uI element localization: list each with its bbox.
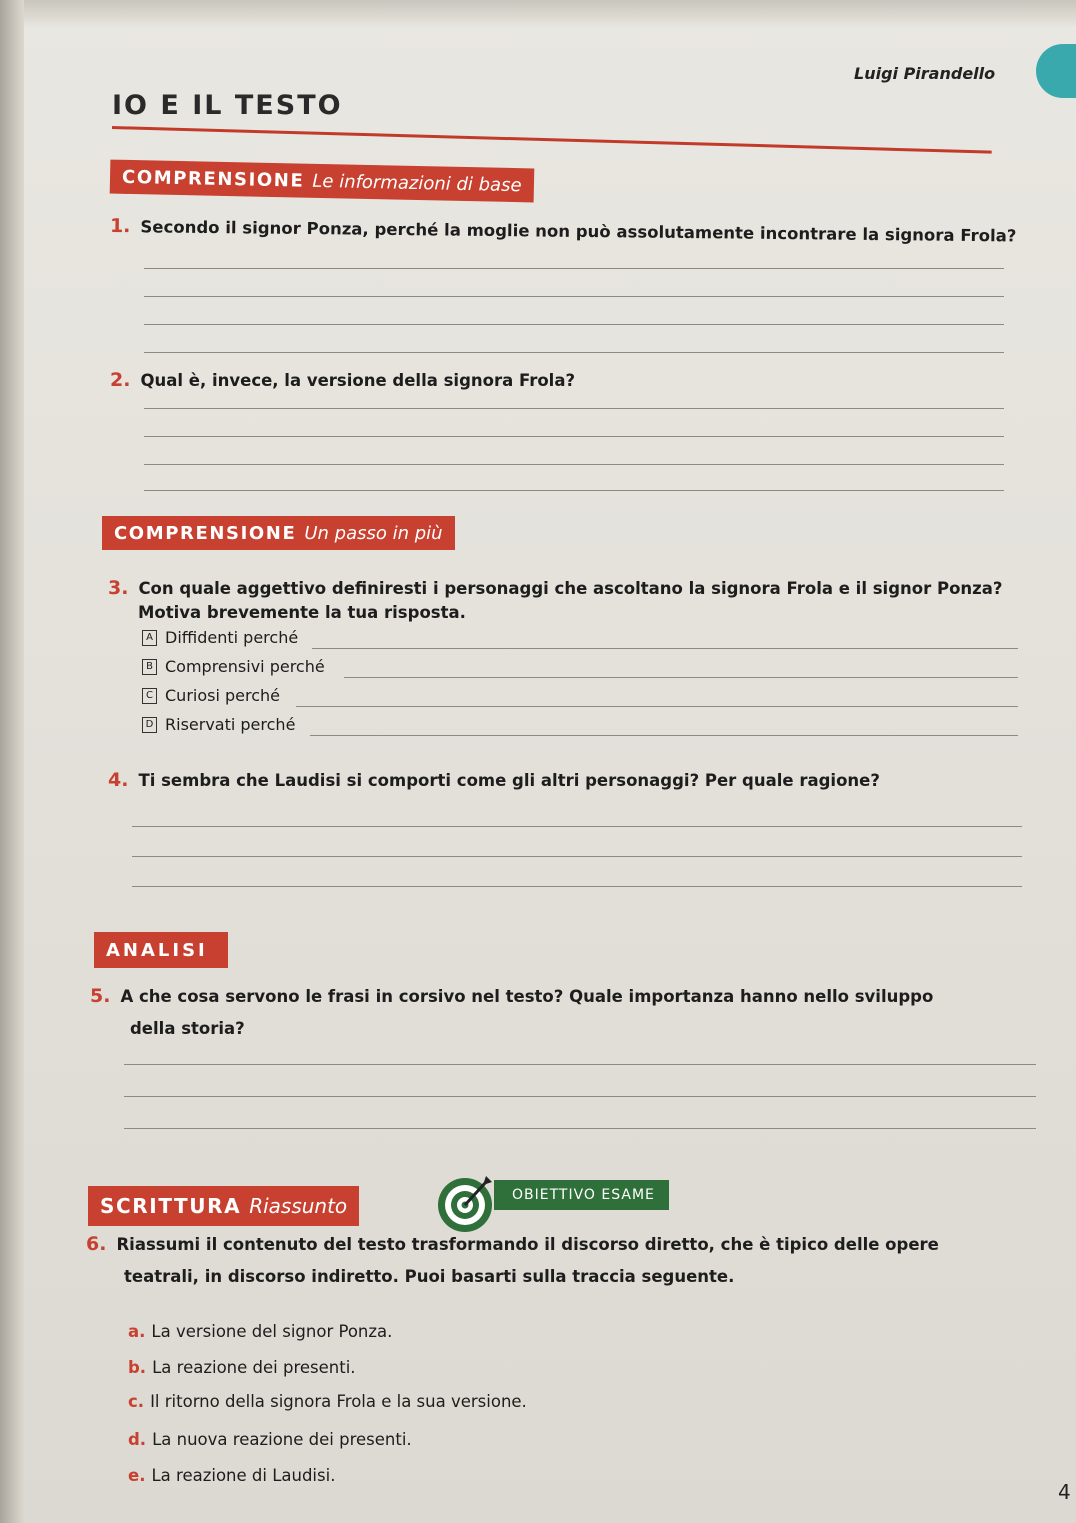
book-spine [0, 0, 24, 1523]
outline-text: La nuova reazione dei presenti. [152, 1430, 412, 1449]
outline-letter: e. [128, 1466, 146, 1485]
outline-letter: a. [128, 1322, 146, 1341]
exam-objective-badge: OBIETTIVO ESAME [494, 1180, 669, 1210]
outline-text: La reazione dei presenti. [152, 1358, 356, 1377]
question-text: Qual è, invece, la versione della signora Frola? [140, 371, 576, 390]
author-name: Luigi Pirandello [854, 64, 996, 83]
answer-line[interactable] [310, 735, 1018, 736]
answer-line[interactable] [124, 1096, 1036, 1097]
question-4 [108, 768, 880, 794]
question-text: A che cosa servono le frasi in corsivo nel testo? Quale importanza hanno nello sviluppo [120, 987, 934, 1006]
outline-letter: c. [128, 1392, 145, 1411]
question-1 [110, 214, 1017, 249]
question-text-line2: Motiva brevemente la tua risposta. [138, 602, 466, 622]
section-label: COMPRENSIONE [121, 166, 305, 192]
question-number: 1. [109, 215, 131, 238]
answer-line[interactable] [296, 706, 1018, 707]
section-band-comprensione-base [110, 160, 534, 203]
answer-line[interactable] [144, 436, 1004, 437]
question-text: Ti sembra che Laudisi si comporti come gli altri personaggi? Per quale ragione? [138, 771, 880, 790]
outline-letter: d. [128, 1430, 147, 1449]
answer-line[interactable] [144, 296, 1004, 297]
option-text: Comprensivi perché [165, 657, 325, 676]
option-key: C [142, 688, 157, 704]
outline-item-e [128, 1466, 335, 1485]
section-band-comprensione-passo [102, 516, 455, 550]
section-label: COMPRENSIONE [114, 522, 297, 544]
question-number: 2. [110, 369, 131, 391]
option-a[interactable] [142, 628, 298, 647]
outline-text: Il ritorno della signora Frola e la sua versione. [150, 1392, 527, 1411]
section-label: ANALISI [106, 939, 208, 961]
answer-line[interactable] [124, 1064, 1036, 1065]
option-c[interactable] [142, 686, 280, 705]
option-d[interactable] [142, 715, 295, 734]
option-key: D [142, 717, 157, 733]
question-text: Riassumi il contenuto del testo trasformando il discorso diretto, che è tipico delle opere [116, 1235, 939, 1254]
question-number: 4. [108, 769, 129, 791]
outline-item-b [128, 1358, 356, 1377]
option-text: Curiosi perché [165, 686, 280, 705]
question-5 [90, 984, 933, 1040]
option-text: Diffidenti perché [165, 628, 299, 647]
section-band-analisi [94, 932, 228, 968]
section-subtitle: Riassunto [249, 1194, 348, 1218]
option-b[interactable] [142, 657, 325, 676]
section-band-scrittura [88, 1186, 359, 1226]
question-text: Con quale aggettivo definiresti i personaggi che ascoltano la signora Frola e il signor Ponza? [138, 579, 1003, 598]
answer-line[interactable] [124, 1128, 1036, 1129]
outline-item-c [128, 1392, 527, 1411]
answer-line[interactable] [144, 464, 1004, 465]
chapter-tab [1036, 44, 1076, 98]
outline-item-d [128, 1430, 412, 1449]
answer-line[interactable] [144, 352, 1004, 353]
outline-letter: b. [128, 1358, 147, 1377]
option-text: Riservati perché [165, 715, 296, 734]
page-shadow [24, 0, 1076, 28]
question-text-line2: della storia? [130, 1018, 245, 1038]
answer-line[interactable] [312, 648, 1018, 649]
answer-line[interactable] [144, 490, 1004, 491]
question-text-line2: teatrali, in discorso indiretto. Puoi basarti sulla traccia seguente. [124, 1266, 735, 1286]
question-3 [108, 576, 1002, 624]
option-key: A [142, 630, 157, 646]
question-2 [110, 368, 575, 394]
outline-text: La reazione di Laudisi. [151, 1466, 336, 1485]
answer-line[interactable] [144, 408, 1004, 409]
question-number: 3. [108, 577, 129, 599]
answer-line[interactable] [132, 826, 1022, 827]
question-number: 6. [86, 1233, 107, 1255]
title-rule [112, 126, 992, 154]
outline-text: La versione del signor Ponza. [151, 1322, 393, 1341]
section-subtitle: Le informazioni di base [312, 170, 522, 196]
answer-line[interactable] [344, 677, 1018, 678]
option-key: B [142, 659, 157, 675]
question-text: Secondo il signor Ponza, perché la moglie non può assolutamente incontrare la signora Frola? [140, 217, 1017, 246]
outline-item-a [128, 1322, 392, 1341]
answer-line[interactable] [144, 268, 1004, 269]
textbook-page [24, 0, 1076, 1523]
answer-line[interactable] [144, 324, 1004, 325]
page-number: 4 [1058, 1480, 1071, 1504]
target-icon [434, 1172, 496, 1234]
answer-line[interactable] [132, 856, 1022, 857]
question-6 [86, 1232, 939, 1288]
section-subtitle: Un passo in più [304, 522, 443, 544]
answer-line[interactable] [132, 886, 1022, 887]
page-title: IO E IL TESTO [112, 90, 343, 121]
question-number: 5. [90, 985, 111, 1007]
section-label: SCRITTURA [100, 1194, 242, 1218]
